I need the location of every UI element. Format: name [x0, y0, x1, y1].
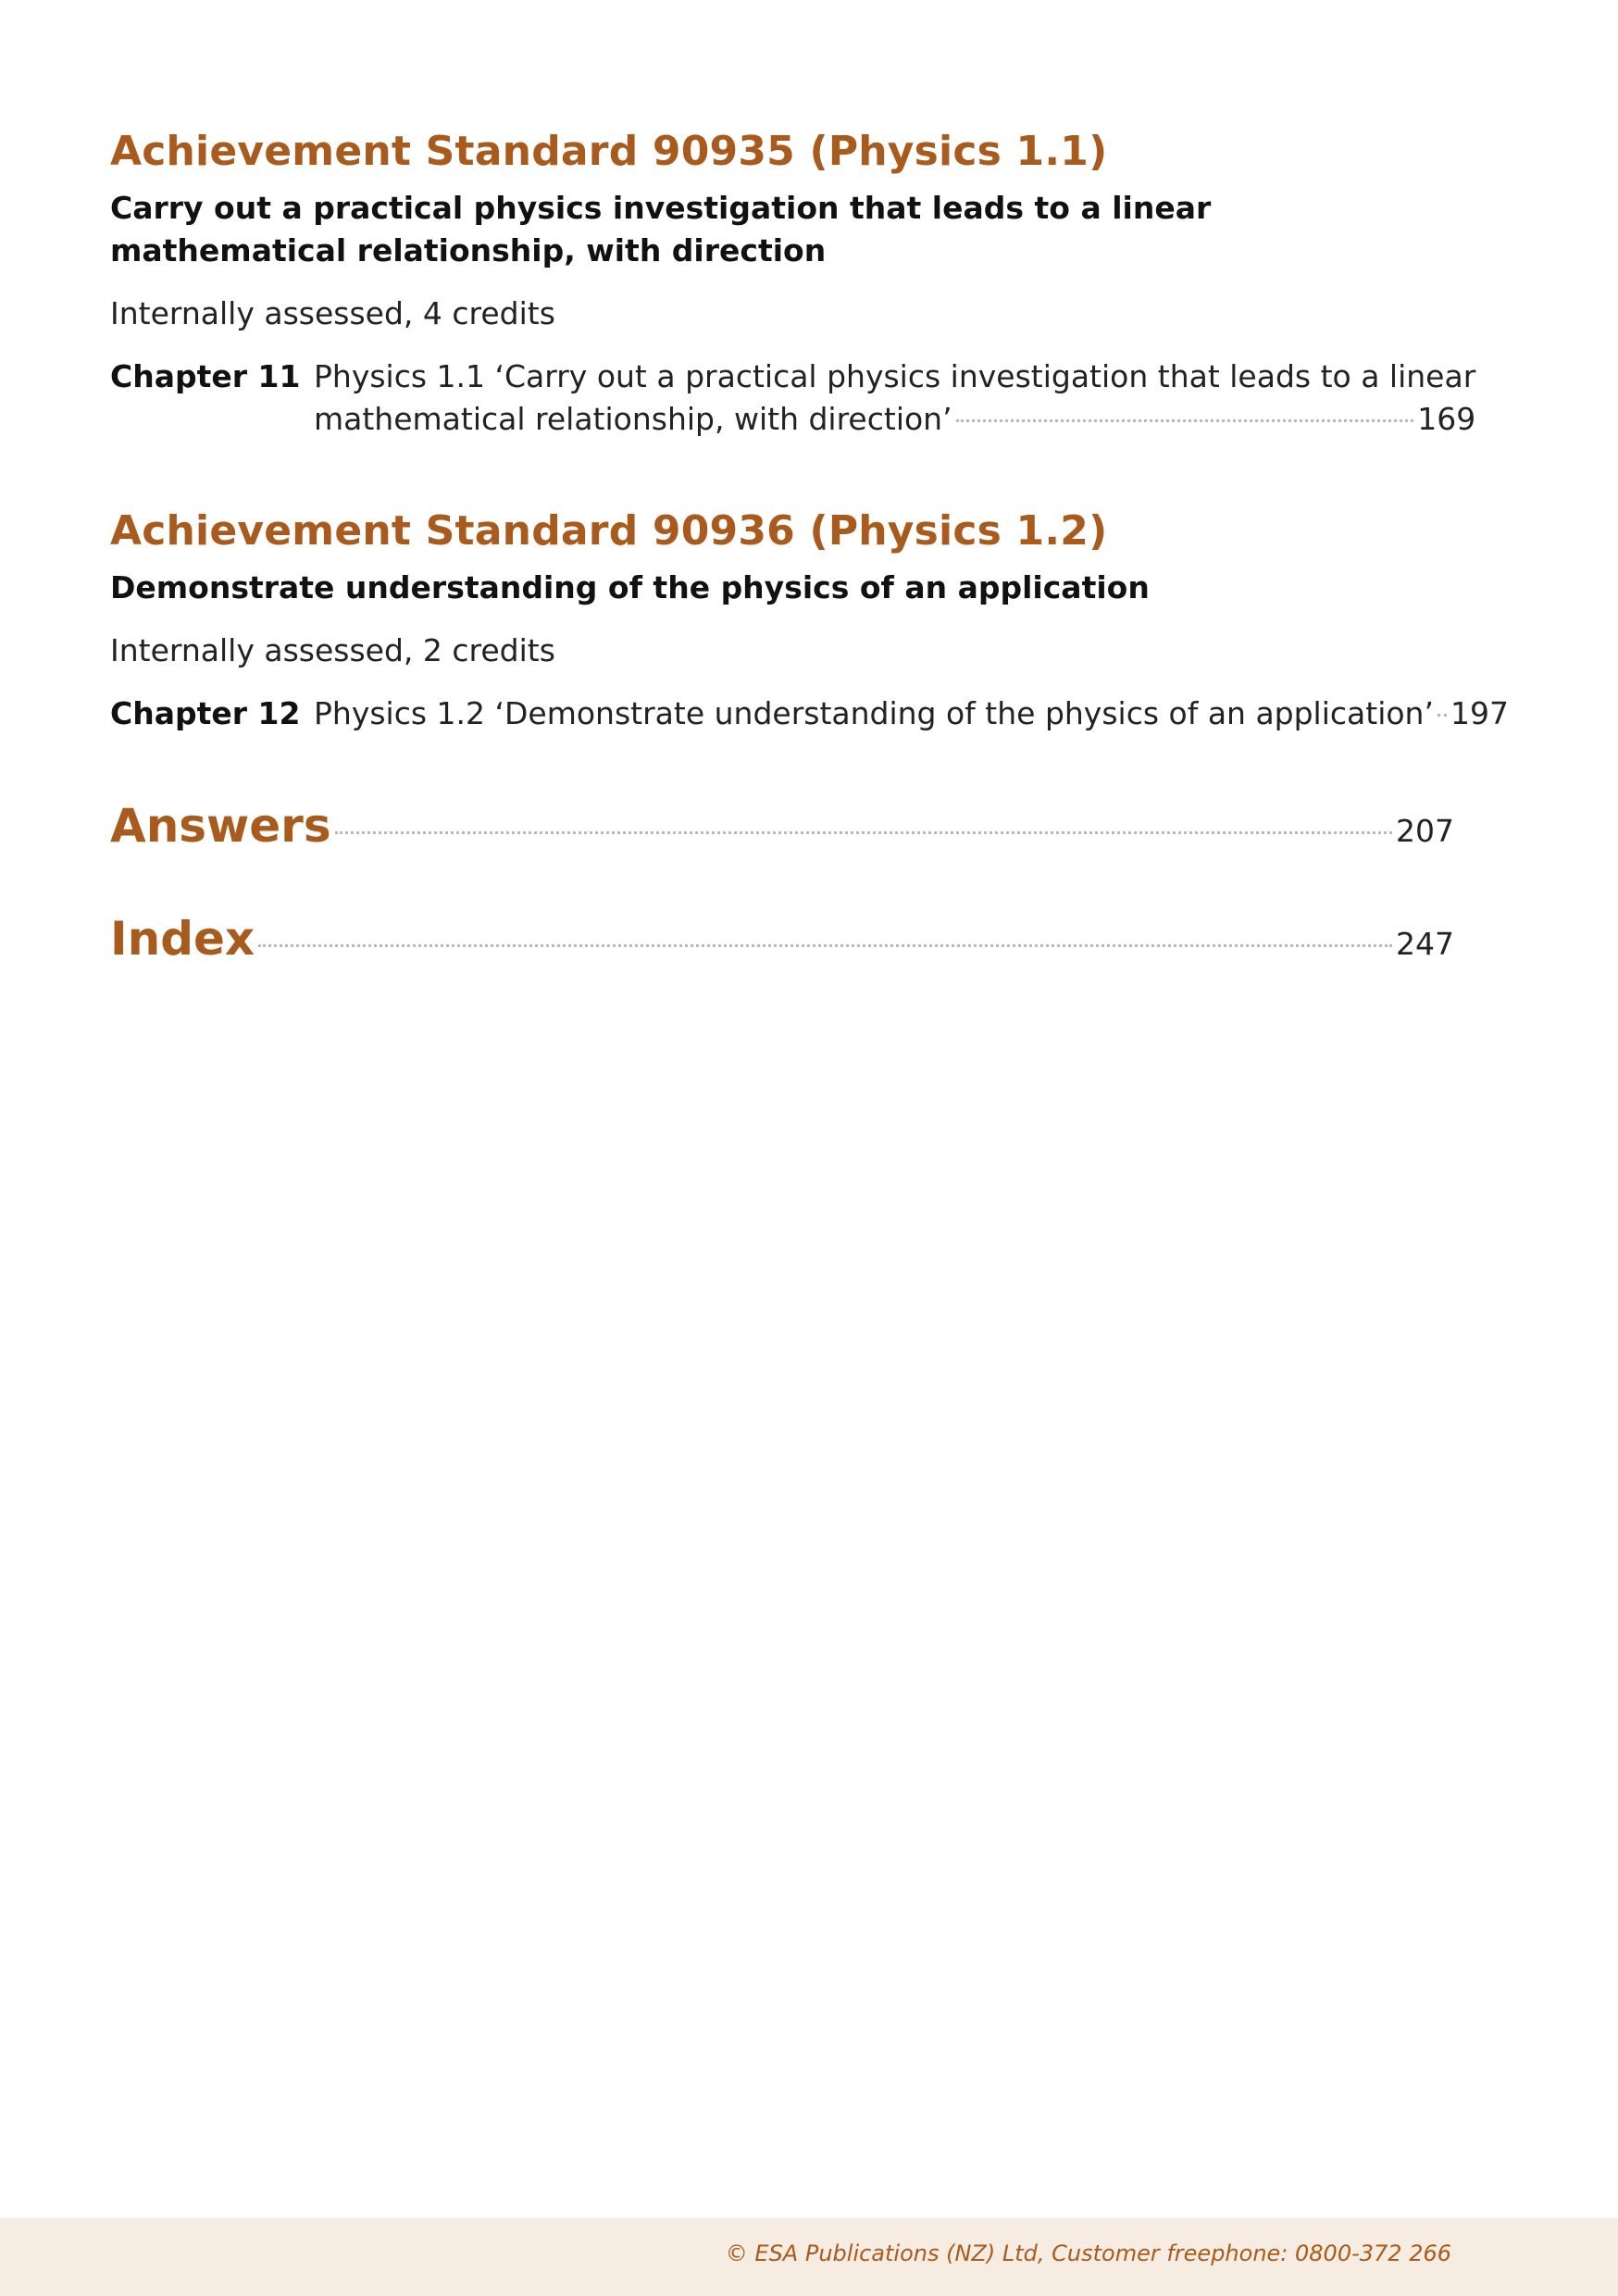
chapter-title-line: Physics 1.1 ‘Carry out a practical physics investigation that leads to a linear — [314, 358, 1476, 394]
assessment-info: Internally assessed, 4 credits — [110, 295, 555, 331]
chapter-title — [314, 693, 1509, 735]
standard-title: Achievement Standard 90935 (Physics 1.1) — [110, 128, 1108, 175]
leader-dots — [258, 944, 1392, 947]
standard-title: Achievement Standard 90936 (Physics 1.2) — [110, 507, 1108, 555]
standard-section-90935 — [110, 128, 1476, 441]
standard-section-90936 — [110, 507, 1509, 735]
standard-description: Demonstrate understanding of the physics of an application — [110, 569, 1150, 605]
leader-dots — [1438, 714, 1447, 717]
chapter-title-line: Physics 1.2 ‘Demonstrate understanding of the physics of an application’ — [314, 695, 1434, 731]
assessment-info: Internally assessed, 2 credits — [110, 632, 555, 668]
chapter-label: Chapter 11 — [110, 358, 301, 394]
page-number: 197 — [1450, 695, 1509, 731]
answers-entry[interactable] — [110, 798, 1454, 854]
leader-dots — [956, 419, 1414, 422]
leader-dots — [335, 831, 1392, 834]
standard-description: Carry out a practical physics investigation that leads to a linear mathematical relationship, with direction — [110, 190, 1212, 268]
copyright-notice: © ESA Publications (NZ) Ltd, Customer freephone: 0800-372 266 — [725, 2240, 1451, 2266]
page-number: 169 — [1417, 401, 1476, 437]
chapter-label: Chapter 12 — [110, 695, 301, 731]
chapter-entry-11[interactable] — [110, 356, 1476, 441]
index-entry[interactable] — [110, 911, 1454, 967]
page-footer — [0, 2218, 1618, 2296]
chapter-title-line: mathematical relationship, with direction’ — [314, 401, 952, 437]
chapter-title-last-line — [314, 398, 1475, 441]
chapter-title — [314, 356, 1475, 441]
page-number: 207 — [1396, 813, 1454, 849]
page-number: 247 — [1396, 926, 1454, 962]
chapter-entry-12[interactable] — [110, 693, 1509, 735]
chapter-title-last-line — [314, 693, 1509, 735]
answers-label: Answers — [110, 799, 331, 853]
index-label: Index — [110, 912, 255, 966]
